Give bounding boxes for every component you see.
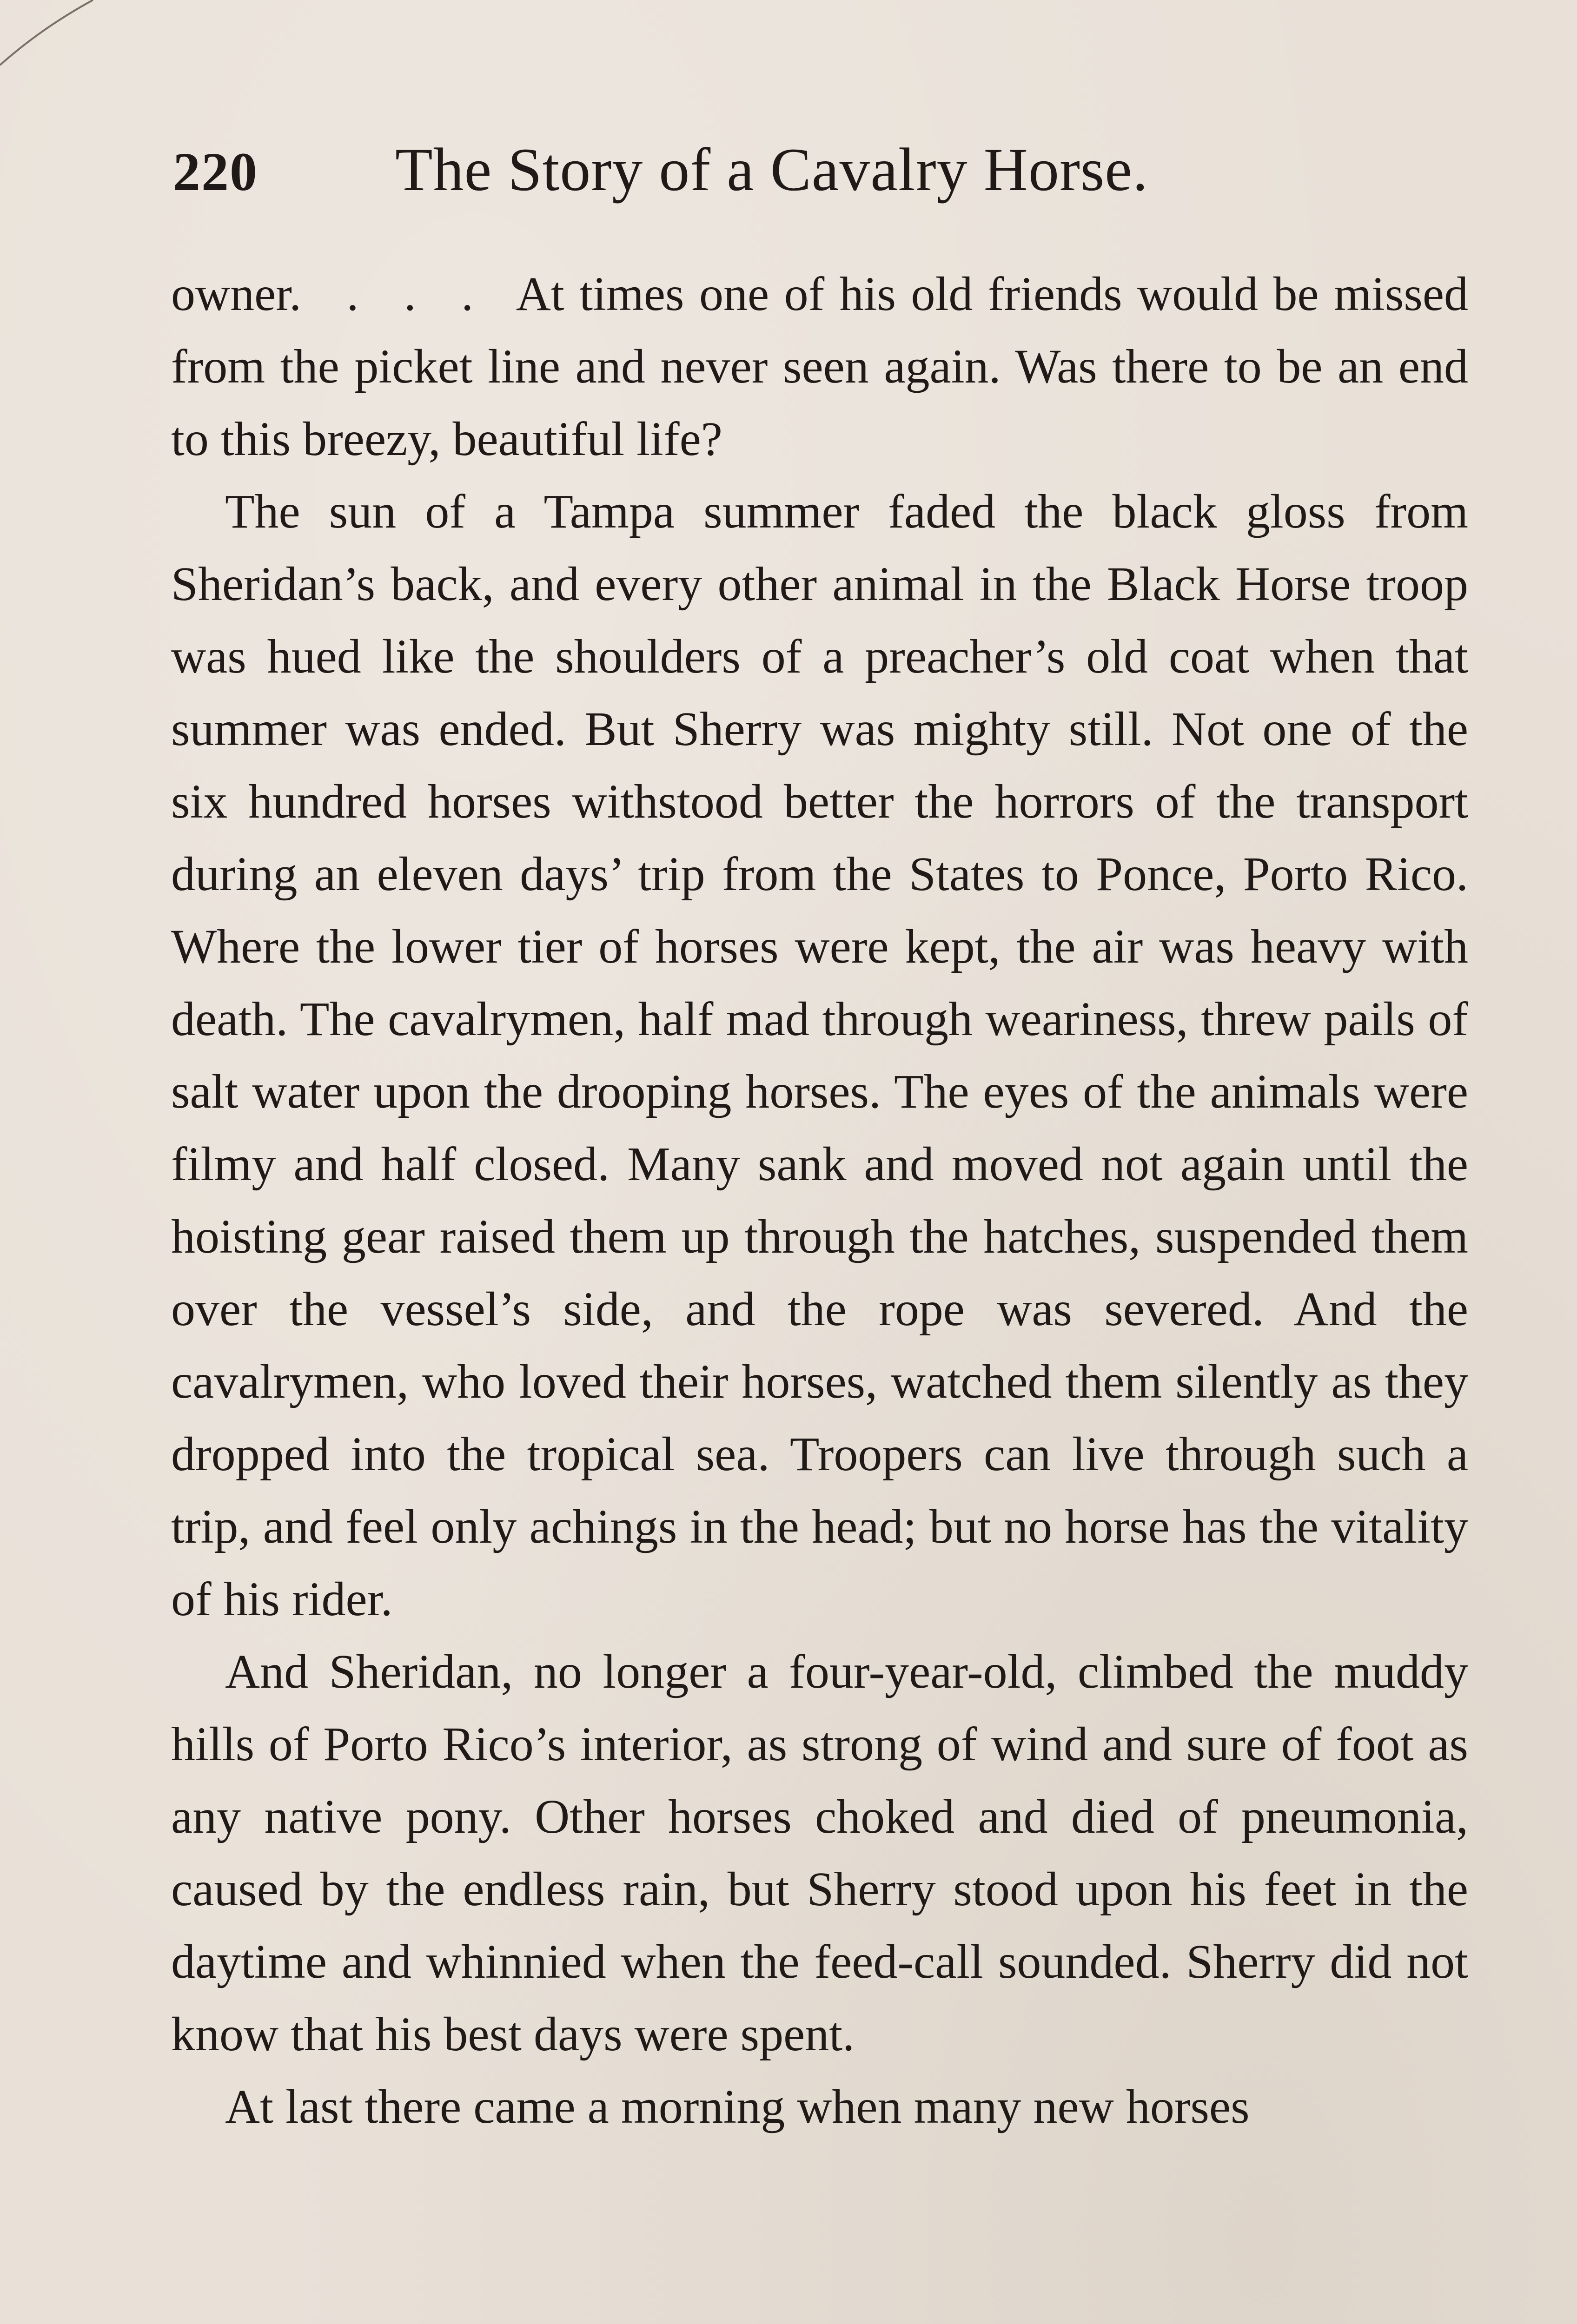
paragraph: And Sheridan, no longer a four-year-old, climbed the muddy hills of Porto Rico’s interior, as strong of wind and sure of foot as any native pony. Other horses choked and died of pneumonia, caused by the endless rain, but Sherry stood upon his feet in the daytime and whinnied when the feed-call sounded. Sherry did not know that his best days were spent. xyxy=(171,1645,1468,2061)
paragraph: The sun of a Tampa summer faded the black gloss from Sheridan’s back, and every other animal in the Black Horse troop was hued like the shoulders of a preacher’s old coat when that summer was ended. But Sherry was mighty still. Not one of the six hundred horses withstood better the horrors of the transport during an eleven days’ trip from the States to Ponce, Porto Rico. Where the lower tier of horses were kept, the air was heavy with death. The cavalrymen, half mad through weariness, threw pails of salt water upon the drooping horses. The eyes of the animals were filmy and half closed. Many sank and moved not again until the hoisting gear raised them up through the hatches, suspended them over the vessel’s side, and the rope was severed. And the cavalrymen, who loved their horses, watched them silently as they dropped into the tropical sea. Troopers can live through such a trip, and feel only achings in the head; but no horse has the vitality of his rider. xyxy=(171,485,1468,1626)
paragraph: At last there came a morning when many new horses xyxy=(225,2080,1250,2133)
page-number: 220 xyxy=(173,141,258,202)
paragraph-continued: owner. . . . At times one of his old friends would be missed from the picket line and never seen again. Was there to be an end to this breezy, beautiful life? xyxy=(171,267,1480,466)
page-corner-mark xyxy=(0,0,102,70)
body-text xyxy=(171,258,1480,2143)
page-header xyxy=(173,135,1465,214)
running-title: The Story of a Cavalry Horse. xyxy=(395,135,1148,204)
